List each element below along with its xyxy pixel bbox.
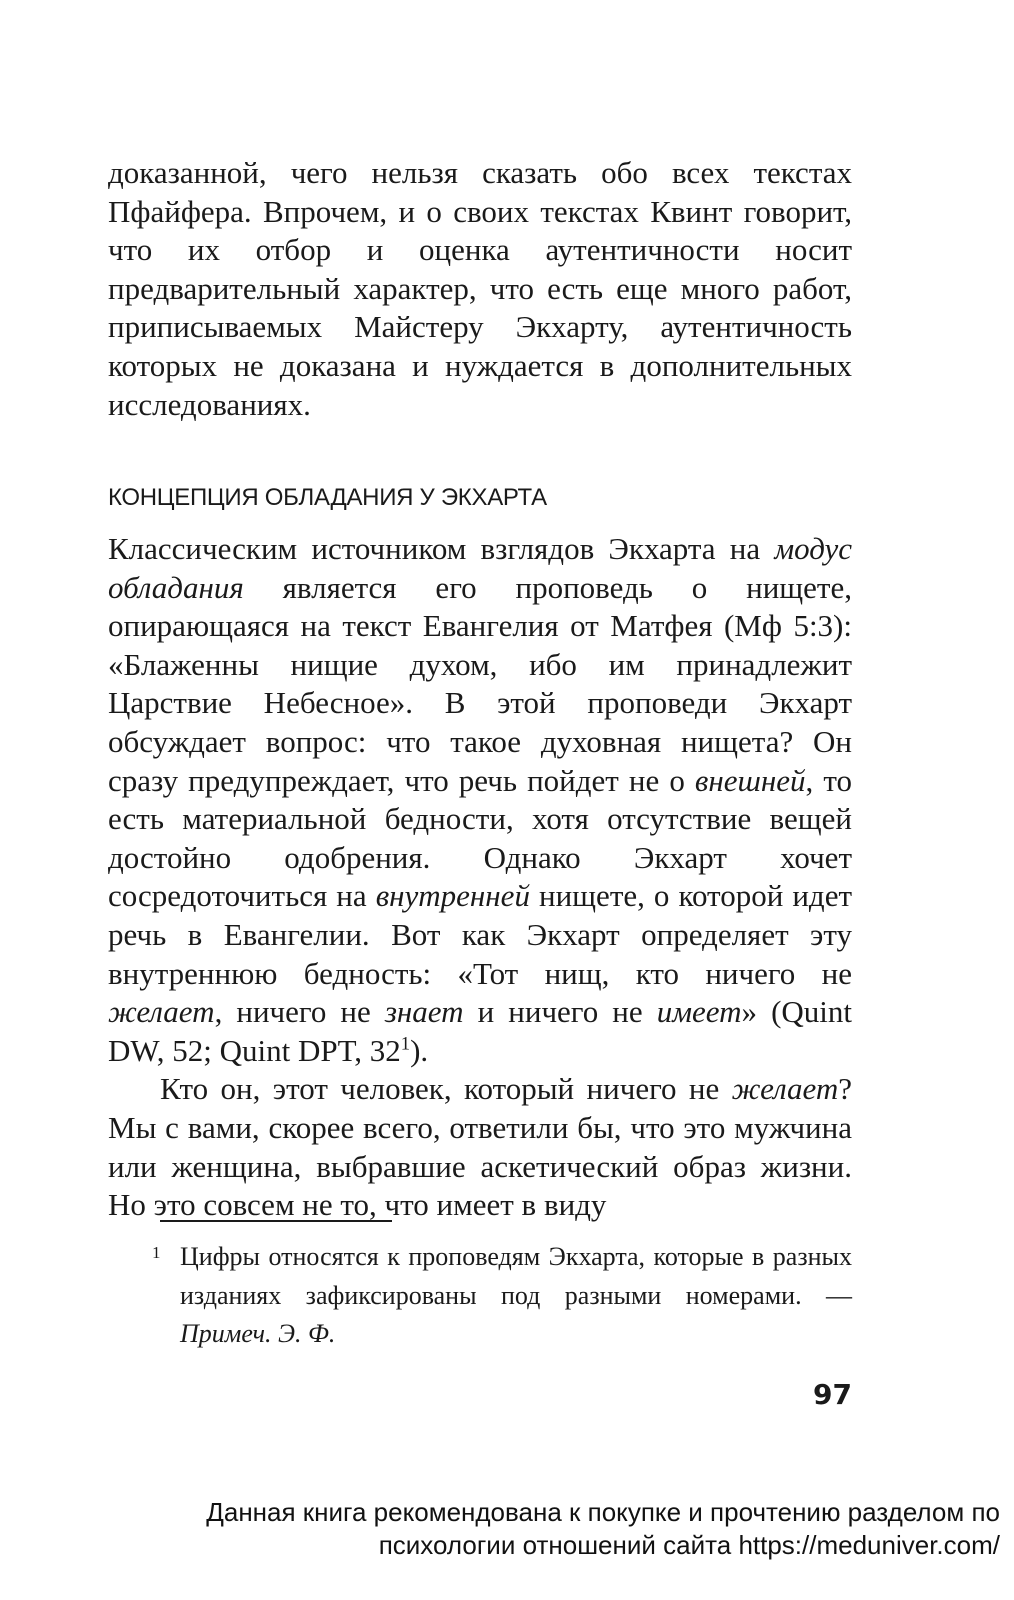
p1-text-1: Классическим источником взглядов Экхарта на [108, 531, 775, 566]
promo-link[interactable]: https://meduniver.com/ [738, 1530, 1000, 1560]
promo-banner [0, 1496, 1000, 1562]
promo-line-1: Данная книга рекомендована к покупке и прочтению разделом по [206, 1497, 1000, 1527]
promo-line-2-text: психологии отношений сайта [378, 1530, 739, 1560]
promo-line-2 [0, 1529, 1000, 1562]
intro-paragraph [108, 154, 852, 424]
p1-text-5: , ничего не [214, 994, 385, 1030]
p1-italic-4: желает [108, 994, 215, 1030]
footnote-divider [160, 1220, 392, 1222]
p1-italic-2: внешней [694, 762, 806, 798]
footnote-attribution: Примеч. Э. Ф. [180, 1319, 336, 1348]
intro-text: доказанной, чего нельзя сказать обо всех текстах Пфайфера. Впрочем, и о своих текстах Квинт говорит, что их отбор и оценка аутентичности носит предварительный характер, что есть еще много работ, приписываемых Майстеру Экхарту, аутентичность которых не доказана и нуждается в дополнительных исследованиях. [108, 155, 852, 422]
p1-text-3: , то есть материальной бедности, хотя отсутствие вещей достойно одобрения. Однако Экхарт хочет сосредоточиться на [108, 762, 853, 914]
footnote-body [180, 1238, 852, 1354]
p2-italic-1: желает [731, 1071, 839, 1107]
footnote [152, 1238, 852, 1354]
section-heading: КОНЦЕПЦИЯ ОБЛАДАНИЯ У ЭКХАРТА [108, 484, 547, 511]
footnote-mark: 1 [152, 1243, 161, 1262]
p1-italic-5: знает [384, 994, 464, 1030]
p1-text-7: » (Quint DW, 52; Quint DPT, 32 [108, 994, 852, 1068]
p1-text-2: является его проповедь о нищете, опирающаяся на текст Евангелия от Матфея (Мф 5:3): «Блаженны нищие духом, ибо им принадлежит Царствие Небесное». В этой проповеди Экхарт обсуждает вопрос: что такое духовная нищета? Он сразу предупреждает, что речь пойдет не о [108, 569, 852, 798]
p1-italic-3: внутренней [375, 878, 530, 914]
p1-text-6: и ничего не [463, 994, 657, 1030]
footnote-text: Цифры относятся к проповедям Экхарта, которые в разных изданиях зафиксированы под разными номерами. — [180, 1242, 852, 1310]
p1-text-4: нищете, о которой идет речь в Евангелии. Вот как Экхарт определяет эту внутреннюю бедность: «Тот нищ, кто ничего не [108, 878, 853, 991]
page-number: 97 [813, 1378, 852, 1411]
p2-text-2: ? Мы с вами, скорее всего, ответили бы, что это мужчина или женщина, выбравшие аскетический образ жизни. Но это совсем не то, что имеет в виду [108, 1071, 852, 1223]
p2-text-1: Кто он, этот человек, который ничего не [160, 1071, 732, 1107]
p1-italic-1: модус обладания [108, 531, 852, 605]
p1-italic-6: имеет [656, 994, 742, 1030]
p1-text-8: ). [410, 1032, 429, 1068]
footnote-reference[interactable]: 1 [400, 1033, 411, 1055]
paragraph-1 [108, 530, 852, 1070]
section-body [108, 530, 852, 1225]
paragraph-2 [108, 1070, 852, 1224]
